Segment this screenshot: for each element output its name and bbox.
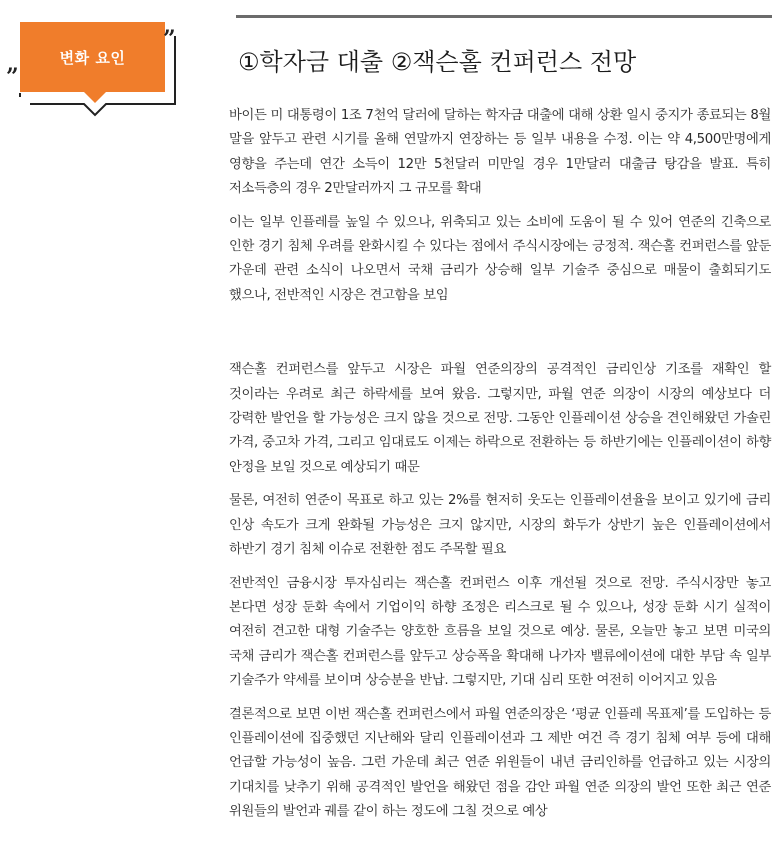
paragraph-market-impact: 이는 일부 인플레를 높일 수 있으나, 위축되고 있는 소비에 도움이 될 수 있어 연준의 긴축으로 인한 경기 침체 우려를 완화시킬 수 있다는 점에서 주식시장에는 긍정적. 잭슨홀 컨퍼런스를 앞둔 가운데 관련 소식이 나오면서 국채 금리가 상승해 일부 기술주 중심으로 매물이 출회되기도 했으나, 전반적인 시장은 견고함을 보임 bbox=[229, 214, 771, 303]
paragraph-jackson-hole-outlook: 잭슨홀 컨퍼런스를 앞두고 시장은 파월 연준의장의 공격적인 금리인상 기조를 재확인 할 것이라는 우려로 최근 하락세를 보여 왔음. 그렇지만, 파월 연준 의장이 시장의 예상보다 더 강력한 발언을 할 가능성은 크지 않을 것으로 전망. 그동안 인플레이션 상승을 견인해왔던 가솔린 가격, 중고차 가격, 그리고 임대료도 이제는 하락으로 전환하는 등 하반기에는 인플레이션이 하향 안정을 보일 것으로 예상되기 때문 bbox=[229, 362, 771, 475]
article-body bbox=[229, 104, 771, 825]
paragraph-conclusion: 결론적으로 보면 이번 잭슨홀 컨퍼런스에서 파월 연준의장은 ‘평균 인플레 목표제’를 도입하는 등 인플레이션에 집중했던 지난해와 달리 인플레이션과 그 제반 여건 즉 경기 침체 여부 등에 대해 언급할 가능성이 높음. 그런 가운데 최근 연준 위원들이 내년 금리인하를 언급하고 있는 시장의 기대치를 낮추기 위해 공격적인 발언을 해왔던 점을 감안 파월 연준 의장의 발언 또한 최근 연준 위원들의 발언과 궤를 같이 하는 정도에 그칠 것으로 예상 bbox=[229, 706, 771, 820]
header-divider bbox=[236, 15, 772, 18]
paragraph-student-loan: 바이든 미 대통령이 1조 7천억 달러에 달하는 학자금 대출에 대해 상환 일시 중지가 종료되는 8월 말을 앞두고 관련 시기를 올해 연말까지 연장하는 등 일부 내용을 수정. 이는 약 4,500만명에게 영향을 주는데 연간 소득이 12만 5천달러 미만일 경우 1만달러 대출금 탕감을 발표. 특히 저소득층의 경우 2만달러까지 그 규모를 확대 bbox=[229, 108, 771, 197]
page-title: ①학자금 대출 ②잭슨홀 컨퍼런스 전망 bbox=[238, 48, 637, 77]
paragraph-investor-sentiment: 전반적인 금융시장 투자심리는 잭슨홀 컨퍼런스 이후 개선될 것으로 전망. 주식시장만 놓고 본다면 성장 둔화 속에서 기업이익 하향 조정은 리스크로 될 수 있으나, 성장 둔화 시기 실적이 여전히 견고한 대형 기술주는 양호한 흐름을 보일 것으로 예상. 물론, 오늘만 놓고 보면 미국의 국채 금리가 잭슨홀 컨퍼런스를 앞두고 상승폭을 확대해 나가자 밸류에이션에 대한 부담 속 일부 기술주가 약세를 보이며 상승분을 반납. 그렇지만, 기대 심리 또한 여전히 이어지고 있음 bbox=[229, 575, 771, 689]
section-callout bbox=[0, 0, 200, 120]
close-quote-icon: ” bbox=[163, 26, 176, 52]
open-quote-icon: ” bbox=[6, 64, 19, 90]
callout-label: 변화 요인 bbox=[59, 48, 126, 67]
paragraph-inflation-note: 물론, 여전히 연준이 목표로 하고 있는 2%를 현저히 웃도는 인플레이션율을 보이고 있기에 금리 인상 속도가 크게 완화될 가능성은 크지 않지만, 시장의 화두가 상반기 높은 인플레이션에서 하반기 경기 침체 이슈로 전환한 점도 주목할 필요 bbox=[229, 493, 771, 558]
